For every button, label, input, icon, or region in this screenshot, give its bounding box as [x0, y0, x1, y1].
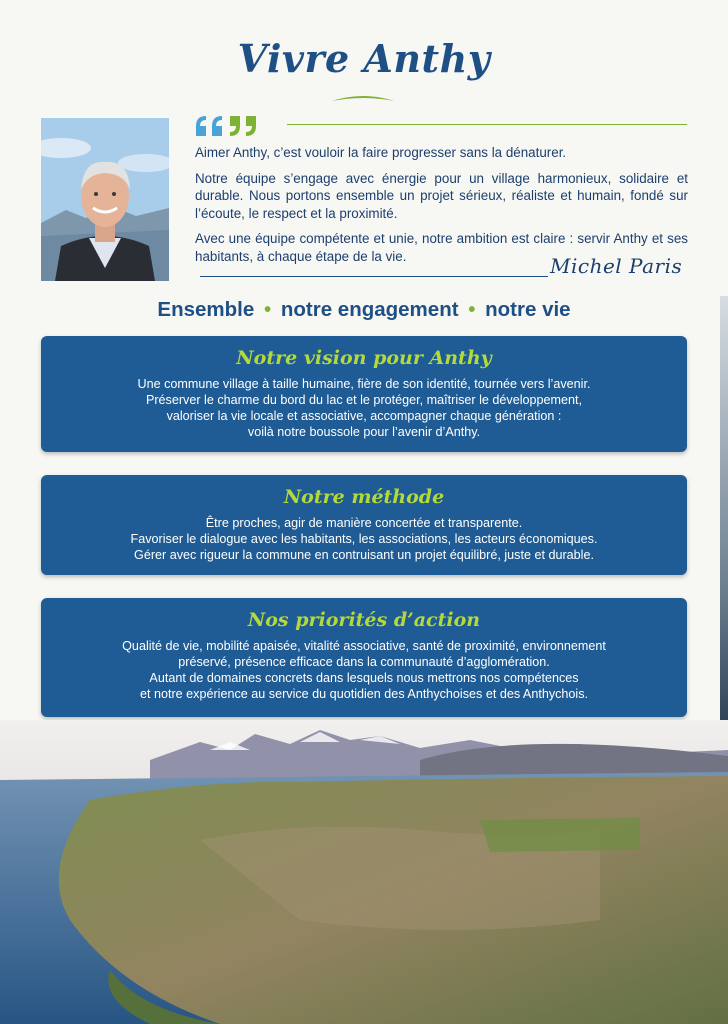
panel-line: Être proches, agir de manière concertée et transparente. [205, 516, 523, 530]
quote-paragraph: Avec une équipe compétente et unie, notre ambition est claire : servir Anthy et ses habitants, à chaque étape de la vie. [195, 231, 688, 264]
quote-paragraph: Notre équipe s’engage avec énergie pour un village harmonieux, solidaire et durable. Nous portons ensemble un projet sérieux, réaliste et humain, fondé sur l’écoute, le respect et la proximité. [195, 170, 688, 221]
tagline-part: notre engagement [280, 298, 459, 321]
portrait-illustration [41, 118, 169, 281]
panel-line: et notre expérience au service du quotidien des Anthychoises et des Anthychois. [139, 687, 589, 701]
panel-body [41, 515, 687, 563]
lake-landscape-image [0, 720, 728, 1024]
swoosh-icon [330, 92, 396, 106]
panel-line: valoriser la vie locale et associative, accompagner chaque génération : [166, 409, 562, 423]
panel-line: Autant de domaines concrets dans lesquels nous mettrons nos compétences [149, 671, 579, 685]
panel-line: Qualité de vie, mobilité apaisée, vitalité associative, santé de proximité, environnement [122, 639, 606, 653]
panel-line: voilà notre boussole pour l’avenir d’Anthy. [247, 425, 481, 439]
quote-divider-bottom [200, 276, 548, 277]
panel-heading: Notre méthode [283, 486, 445, 508]
panel-heading: Notre vision pour Anthy [236, 347, 492, 369]
panel-line: Favoriser le dialogue avec les habitants, les associations, les acteurs économiques. [130, 532, 598, 546]
tagline-separator: • [468, 298, 476, 321]
candidate-portrait [41, 118, 169, 281]
panel-methode [41, 475, 687, 575]
quote-divider-top [287, 124, 687, 125]
quote-paragraph: Aimer Anthy, c’est vouloir la faire progresser sans la dénaturer. [195, 145, 567, 160]
signature: Michel Paris [550, 254, 683, 278]
tagline-separator: • [263, 298, 272, 321]
panel-priorites [41, 598, 687, 717]
quote-marks-icon [193, 112, 283, 138]
panel-heading: Nos priorités d’action [247, 609, 481, 631]
panel-line: préservé, présence efficace dans la communauté d’agglomération. [178, 655, 550, 669]
panel-vision [41, 336, 687, 452]
tagline [0, 298, 728, 322]
panel-line: Préserver le charme du bord du lac et le protéger, maîtriser le développement, [145, 393, 583, 407]
panel-body [41, 376, 687, 440]
page-title: Vivre Anthy [237, 36, 491, 81]
panel-line: Une commune village à taille humaine, fière de son identité, tournée vers l’avenir. [137, 377, 591, 391]
panel-body [41, 638, 687, 702]
panel-line: Gérer avec rigueur la commune en contruisant un projet équilibré, juste et durable. [134, 548, 594, 562]
tagline-part: Ensemble [157, 298, 255, 321]
tagline-part: notre vie [485, 298, 571, 321]
